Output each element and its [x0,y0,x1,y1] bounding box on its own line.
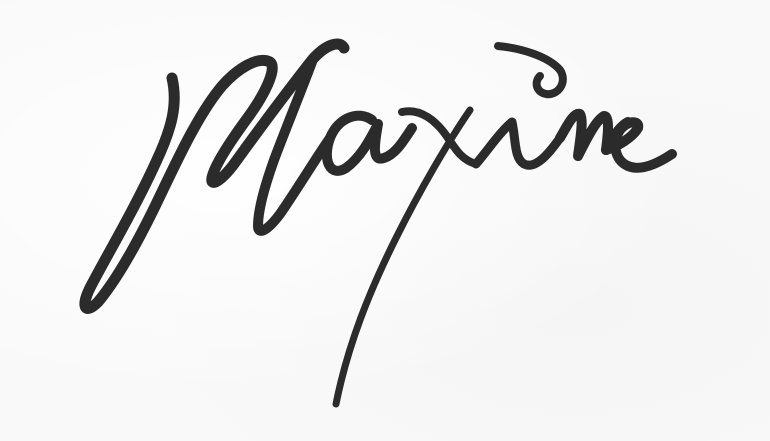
stroke-i-hook-dot [498,46,563,94]
stroke-letter-e [606,122,672,168]
stroke-letter-a [327,116,412,171]
signature-ink [85,44,672,404]
stroke-letter-i [476,122,560,165]
